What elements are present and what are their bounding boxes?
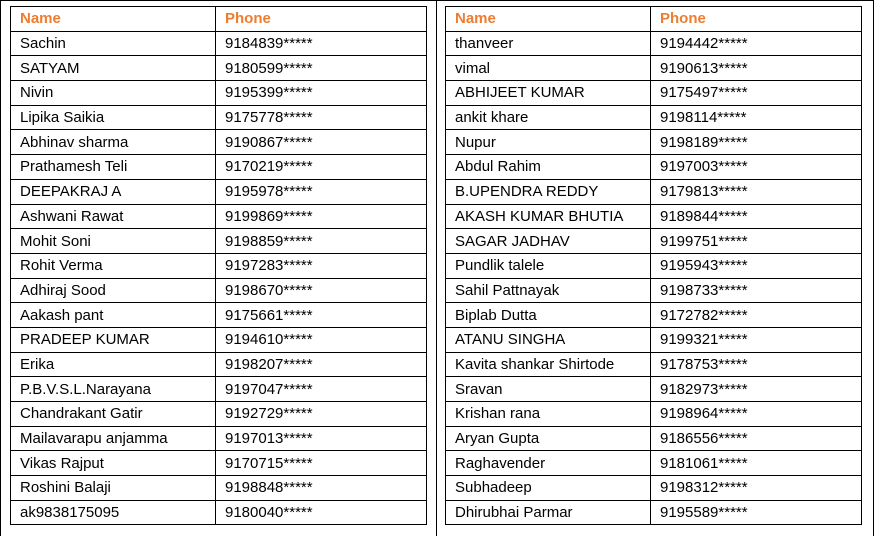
phone-cell: 9195943*****: [651, 253, 862, 278]
table-row: [11, 303, 427, 328]
name-cell: SATYAM: [11, 56, 216, 81]
phone-cell: 9197047*****: [216, 377, 427, 402]
table-row: [11, 377, 427, 402]
phone-cell: 9180040*****: [216, 500, 427, 525]
page-border-left: [0, 0, 1, 536]
table-row: [11, 204, 427, 229]
table-row: [11, 352, 427, 377]
contact-table-right: [445, 6, 862, 525]
phone-cell: 9179813*****: [651, 179, 862, 204]
table-row: [446, 105, 862, 130]
table-body: [11, 31, 427, 525]
table-row: [11, 500, 427, 525]
name-cell: Pundlik talele: [446, 253, 651, 278]
phone-cell: 9198312*****: [651, 476, 862, 501]
phone-cell: 9197013*****: [216, 426, 427, 451]
table-row: [446, 451, 862, 476]
table-row: [446, 130, 862, 155]
phone-cell: 9199321*****: [651, 327, 862, 352]
phone-cell: 9190613*****: [651, 56, 862, 81]
name-cell: SAGAR JADHAV: [446, 229, 651, 254]
name-cell: B.UPENDRA REDDY: [446, 179, 651, 204]
phone-cell: 9198207*****: [216, 352, 427, 377]
name-cell: Abdul Rahim: [446, 155, 651, 180]
phone-cell: 9181061*****: [651, 451, 862, 476]
name-cell: Aakash pant: [11, 303, 216, 328]
phone-column-header: Phone: [651, 7, 862, 32]
name-cell: ATANU SINGHA: [446, 327, 651, 352]
phone-cell: 9198114*****: [651, 105, 862, 130]
table-row: [11, 278, 427, 303]
table-row: [446, 327, 862, 352]
name-cell: Nupur: [446, 130, 651, 155]
table-row: [11, 130, 427, 155]
name-cell: Abhinav sharma: [11, 130, 216, 155]
phone-cell: 9198733*****: [651, 278, 862, 303]
name-cell: Chandrakant Gatir: [11, 402, 216, 427]
name-cell: Roshini Balaji: [11, 476, 216, 501]
phone-cell: 9197003*****: [651, 155, 862, 180]
phone-cell: 9197283*****: [216, 253, 427, 278]
name-cell: Krishan rana: [446, 402, 651, 427]
name-cell: Biplab Dutta: [446, 303, 651, 328]
phone-cell: 9198964*****: [651, 402, 862, 427]
table-row: [11, 179, 427, 204]
name-cell: Mailavarapu anjamma: [11, 426, 216, 451]
phone-cell: 9172782*****: [651, 303, 862, 328]
name-cell: Raghavender: [446, 451, 651, 476]
table-header-row: [446, 7, 862, 32]
phone-cell: 9192729*****: [216, 402, 427, 427]
table-row: [11, 155, 427, 180]
phone-cell: 9195589*****: [651, 500, 862, 525]
table-row: [11, 402, 427, 427]
name-cell: ABHIJEET KUMAR: [446, 81, 651, 106]
name-cell: Rohit Verma: [11, 253, 216, 278]
phone-cell: 9178753*****: [651, 352, 862, 377]
contact-table-left: [10, 6, 427, 525]
name-cell: PRADEEP KUMAR: [11, 327, 216, 352]
table-header-row: [11, 7, 427, 32]
name-cell: DEEPAKRAJ A: [11, 179, 216, 204]
name-cell: Adhiraj Sood: [11, 278, 216, 303]
phone-cell: 9175497*****: [651, 81, 862, 106]
table-row: [11, 56, 427, 81]
table-row: [446, 179, 862, 204]
phone-cell: 9195399*****: [216, 81, 427, 106]
name-cell: Prathamesh Teli: [11, 155, 216, 180]
table-row: [11, 253, 427, 278]
name-cell: Aryan Gupta: [446, 426, 651, 451]
name-cell: thanveer: [446, 31, 651, 56]
phone-cell: 9195978*****: [216, 179, 427, 204]
table-body: [446, 31, 862, 525]
table-row: [446, 278, 862, 303]
table-row: [11, 105, 427, 130]
table-row: [446, 204, 862, 229]
table-row: [11, 31, 427, 56]
phone-cell: 9198189*****: [651, 130, 862, 155]
phone-cell: 9194610*****: [216, 327, 427, 352]
table-row: [446, 81, 862, 106]
table-row: [11, 451, 427, 476]
name-cell: vimal: [446, 56, 651, 81]
name-cell: Mohit Soni: [11, 229, 216, 254]
name-cell: Sravan: [446, 377, 651, 402]
table-row: [11, 476, 427, 501]
table-row: [446, 253, 862, 278]
name-cell: Nivin: [11, 81, 216, 106]
name-cell: Erika: [11, 352, 216, 377]
phone-cell: 9199751*****: [651, 229, 862, 254]
column-divider: [436, 0, 437, 536]
table-row: [11, 229, 427, 254]
phone-cell: 9186556*****: [651, 426, 862, 451]
name-cell: Ashwani Rawat: [11, 204, 216, 229]
phone-column-header: Phone: [216, 7, 427, 32]
phone-cell: 9175778*****: [216, 105, 427, 130]
phone-cell: 9182973*****: [651, 377, 862, 402]
table-row: [446, 56, 862, 81]
name-cell: Vikas Rajput: [11, 451, 216, 476]
table-row: [446, 303, 862, 328]
table-row: [446, 352, 862, 377]
phone-cell: 9194442*****: [651, 31, 862, 56]
name-cell: ak9838175095: [11, 500, 216, 525]
phone-cell: 9180599*****: [216, 56, 427, 81]
phone-cell: 9184839*****: [216, 31, 427, 56]
phone-cell: 9189844*****: [651, 204, 862, 229]
name-cell: Sachin: [11, 31, 216, 56]
name-cell: AKASH KUMAR BHUTIA: [446, 204, 651, 229]
table-row: [446, 476, 862, 501]
table-row: [11, 81, 427, 106]
table-row: [446, 229, 862, 254]
table-row: [446, 426, 862, 451]
name-cell: P.B.V.S.L.Narayana: [11, 377, 216, 402]
phone-cell: 9198859*****: [216, 229, 427, 254]
name-column-header: Name: [446, 7, 651, 32]
table-row: [446, 377, 862, 402]
name-cell: Dhirubhai Parmar: [446, 500, 651, 525]
name-cell: Lipika Saikia: [11, 105, 216, 130]
phone-cell: 9190867*****: [216, 130, 427, 155]
table-row: [446, 155, 862, 180]
phone-cell: 9198670*****: [216, 278, 427, 303]
table-row: [446, 402, 862, 427]
name-cell: Subhadeep: [446, 476, 651, 501]
name-cell: Kavita shankar Shirtode: [446, 352, 651, 377]
phone-cell: 9175661*****: [216, 303, 427, 328]
page-border-top: [0, 0, 874, 1]
table-row: [11, 327, 427, 352]
table-row: [446, 31, 862, 56]
table-row: [446, 500, 862, 525]
name-cell: ankit khare: [446, 105, 651, 130]
phone-cell: 9198848*****: [216, 476, 427, 501]
phone-cell: 9199869*****: [216, 204, 427, 229]
name-column-header: Name: [11, 7, 216, 32]
phone-cell: 9170219*****: [216, 155, 427, 180]
table-row: [11, 426, 427, 451]
name-cell: Sahil Pattnayak: [446, 278, 651, 303]
phone-cell: 9170715*****: [216, 451, 427, 476]
